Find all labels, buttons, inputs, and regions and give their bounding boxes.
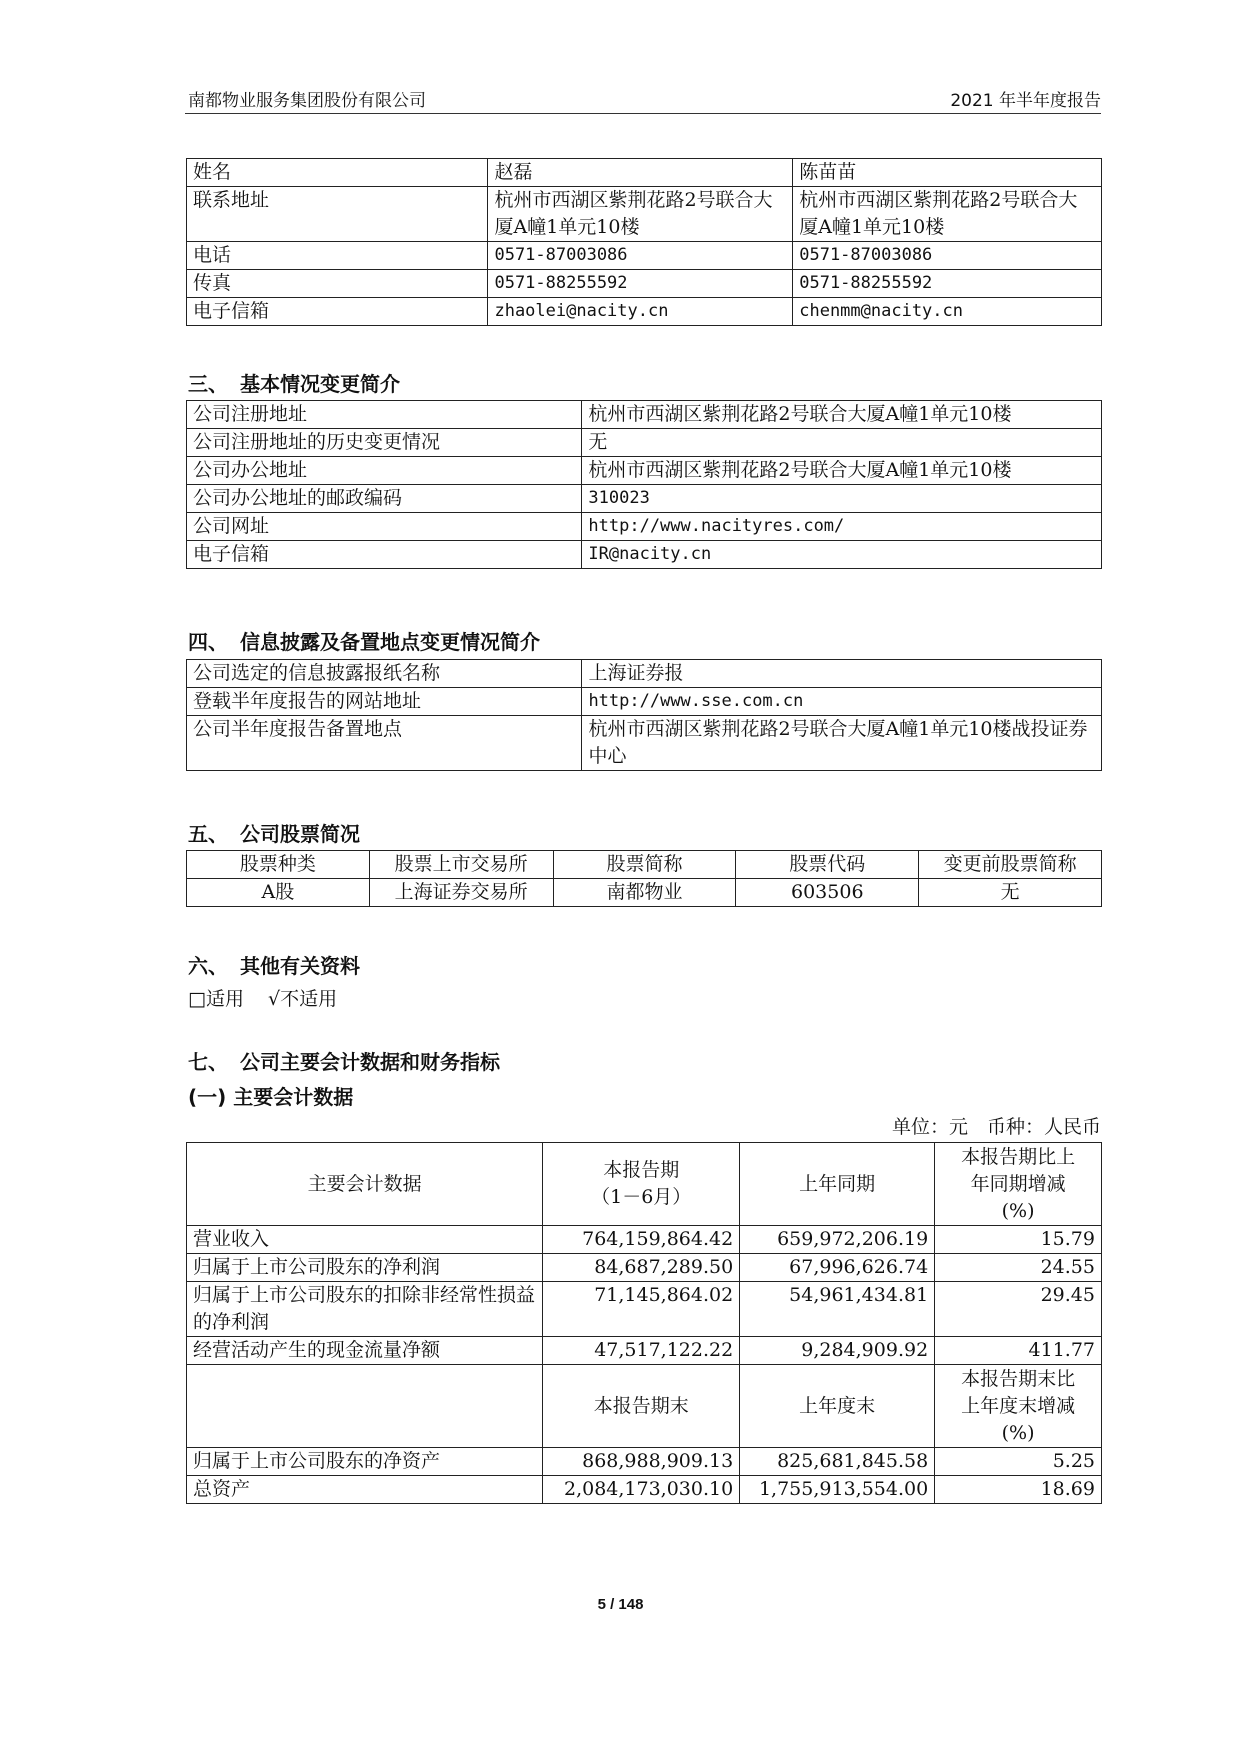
info-value: 杭州市西湖区紫荆花路2号联合大厦A幢1单元10楼战投证券中心: [582, 716, 1102, 771]
column-header: 股票简称: [553, 851, 736, 879]
stock-short-name: 南都物业: [553, 879, 736, 907]
metric-label: 总资产: [187, 1476, 543, 1504]
column-header-line: (%): [1001, 1199, 1035, 1222]
column-header-line: 本报告期比上: [961, 1145, 1076, 1168]
info-label: 公司网址: [187, 513, 582, 541]
current-period-value: 764,159,864.42: [543, 1226, 740, 1254]
metric-label: 归属于上市公司股东的扣除非经常性损益的净利润: [187, 1282, 543, 1337]
section-number: 四、: [188, 630, 228, 654]
info-label: 公司注册地址: [187, 401, 582, 429]
current-period-value: 84,687,289.50: [543, 1254, 740, 1282]
table-row: [187, 660, 1102, 688]
metric-label: 归属于上市公司股东的净资产: [187, 1448, 543, 1476]
column-header-line: 年同期增减: [970, 1172, 1066, 1195]
section-6-heading: [188, 950, 360, 979]
table-header-row: [187, 851, 1102, 879]
contact-value: 0571-87003086: [488, 242, 793, 270]
prior-period-value: 659,972,206.19: [740, 1226, 935, 1254]
table-row: [187, 270, 1102, 298]
table-row: [187, 1254, 1102, 1282]
prior-period-value: 9,284,909.92: [740, 1337, 935, 1365]
contact-value: 赵磊: [488, 159, 793, 187]
contact-label: 电子信箱: [187, 298, 488, 326]
applicable-option: □适用: [188, 988, 244, 1010]
info-label: 公司办公地址的邮政编码: [187, 485, 582, 513]
change-percent: 15.79: [935, 1226, 1102, 1254]
section-number: 三、: [188, 372, 228, 396]
contact-value: 陈苗苗: [793, 159, 1102, 187]
column-header: 股票种类: [187, 851, 370, 879]
table-row: [187, 429, 1102, 457]
section-title: 公司主要会计数据和财务指标: [240, 1050, 500, 1074]
change-percent: 411.77: [935, 1337, 1102, 1365]
table-row: [187, 1226, 1102, 1254]
column-header-line: 本报告期末比: [961, 1367, 1076, 1390]
table-row: [187, 187, 1102, 242]
header-company: 南都物业服务集团股份有限公司: [188, 91, 426, 111]
column-header: 变更前股票简称: [919, 851, 1102, 879]
prior-period-value: 67,996,626.74: [740, 1254, 935, 1282]
basic-info-table: [186, 400, 1102, 569]
section-7-heading: [188, 1046, 500, 1075]
metric-label: 经营活动产生的现金流量净额: [187, 1337, 543, 1365]
stock-type: A股: [187, 879, 370, 907]
info-label: 电子信箱: [187, 541, 582, 569]
prior-period-value: 54,961,434.81: [740, 1282, 935, 1337]
applicability-line: [188, 984, 337, 1011]
stock-exchange: 上海证券交易所: [369, 879, 553, 907]
stock-code: 603506: [736, 879, 919, 907]
contact-value: 杭州市西湖区紫荆花路2号联合大厦A幢1单元10楼: [793, 187, 1102, 242]
section-title: 信息披露及备置地点变更情况简介: [240, 630, 540, 654]
change-percent: 18.69: [935, 1476, 1102, 1504]
column-header: [935, 1365, 1102, 1448]
section-5-heading: [188, 818, 360, 847]
table-row: [187, 513, 1102, 541]
section-title: 基本情况变更简介: [240, 372, 400, 396]
contact-table: [186, 158, 1102, 326]
table-row: [187, 688, 1102, 716]
table-row: [187, 1476, 1102, 1504]
contact-value: 0571-88255592: [793, 270, 1102, 298]
contact-value: 0571-87003086: [793, 242, 1102, 270]
contact-value: chenmm@nacity.cn: [793, 298, 1102, 326]
period-end-value: 868,988,909.13: [543, 1448, 740, 1476]
stock-table: [186, 850, 1102, 907]
change-percent: 5.25: [935, 1448, 1102, 1476]
table-row: [187, 1448, 1102, 1476]
info-label: 公司注册地址的历史变更情况: [187, 429, 582, 457]
table-row: [187, 457, 1102, 485]
prior-year-end-value: 825,681,845.58: [740, 1448, 935, 1476]
column-header: 股票上市交易所: [369, 851, 553, 879]
info-label: 公司选定的信息披露报纸名称: [187, 660, 582, 688]
section-3-heading: [188, 368, 400, 397]
table-row: [187, 242, 1102, 270]
info-value: 杭州市西湖区紫荆花路2号联合大厦A幢1单元10楼: [582, 457, 1102, 485]
current-period-value: 71,145,864.02: [543, 1282, 740, 1337]
column-header: 上年度末: [740, 1365, 935, 1448]
column-header: 上年同期: [740, 1143, 935, 1226]
header-rule: [185, 113, 1101, 114]
unit-note: 单位：元 币种：人民币: [891, 1116, 1101, 1138]
column-header-line: (%): [1001, 1421, 1035, 1444]
column-header-line: （1－6月）: [591, 1186, 692, 1208]
contact-value: 0571-88255592: [488, 270, 793, 298]
info-label: 公司半年度报告备置地点: [187, 716, 582, 771]
table-row: [187, 159, 1102, 187]
table-header-row: [187, 1143, 1102, 1226]
prior-year-end-value: 1,755,913,554.00: [740, 1476, 935, 1504]
contact-label: 联系地址: [187, 187, 488, 242]
table-row: [187, 401, 1102, 429]
info-label: 登载半年度报告的网站地址: [187, 688, 582, 716]
subsection-title: (一) 主要会计数据: [188, 1085, 354, 1109]
table-row: [187, 298, 1102, 326]
section-number: 六、: [188, 954, 228, 978]
current-period-value: 47,517,122.22: [543, 1337, 740, 1365]
info-value: http://www.nacityres.com/: [582, 513, 1102, 541]
section-number: 五、: [188, 822, 228, 846]
previous-short-name: 无: [919, 879, 1102, 907]
section-title: 其他有关资料: [240, 954, 360, 978]
info-value: 上海证券报: [582, 660, 1102, 688]
table-row: [187, 1282, 1102, 1337]
info-value: 310023: [582, 485, 1102, 513]
column-header: [543, 1143, 740, 1226]
contact-value: zhaolei@nacity.cn: [488, 298, 793, 326]
section-number: 七、: [188, 1050, 228, 1074]
page-number: 5 / 148: [597, 1596, 644, 1613]
column-header: 股票代码: [736, 851, 919, 879]
accounting-data-table: [186, 1142, 1102, 1504]
table-row: [187, 541, 1102, 569]
info-value: IR@nacity.cn: [582, 541, 1102, 569]
table-row: [187, 879, 1102, 907]
table-row: [187, 1337, 1102, 1365]
column-header: 本报告期末: [543, 1365, 740, 1448]
section-title: 公司股票简况: [240, 822, 360, 846]
info-value: 无: [582, 429, 1102, 457]
column-header: [935, 1143, 1102, 1226]
table-row: [187, 485, 1102, 513]
period-end-value: 2,084,173,030.10: [543, 1476, 740, 1504]
table-row: [187, 716, 1102, 771]
column-header-line: 本报告期: [603, 1159, 680, 1181]
metric-label: 归属于上市公司股东的净利润: [187, 1254, 543, 1282]
info-label: 公司办公地址: [187, 457, 582, 485]
contact-label: 电话: [187, 242, 488, 270]
contact-label: 姓名: [187, 159, 488, 187]
table-header-row: [187, 1365, 1102, 1448]
change-percent: 24.55: [935, 1254, 1102, 1282]
metric-label: 营业收入: [187, 1226, 543, 1254]
contact-label: 传真: [187, 270, 488, 298]
column-header: 主要会计数据: [187, 1143, 543, 1226]
header-report-title: 2021 年半年度报告: [950, 91, 1101, 111]
info-value: http://www.sse.com.cn: [582, 688, 1102, 716]
info-value: 杭州市西湖区紫荆花路2号联合大厦A幢1单元10楼: [582, 401, 1102, 429]
not-applicable-option: √不适用: [268, 988, 338, 1010]
disclosure-table: [186, 659, 1102, 771]
contact-value: 杭州市西湖区紫荆花路2号联合大厦A幢1单元10楼: [488, 187, 793, 242]
column-header-line: 上年度末增减: [961, 1394, 1076, 1417]
empty-header-cell: [187, 1365, 543, 1448]
section-4-heading: [188, 626, 540, 655]
change-percent: 29.45: [935, 1282, 1102, 1337]
